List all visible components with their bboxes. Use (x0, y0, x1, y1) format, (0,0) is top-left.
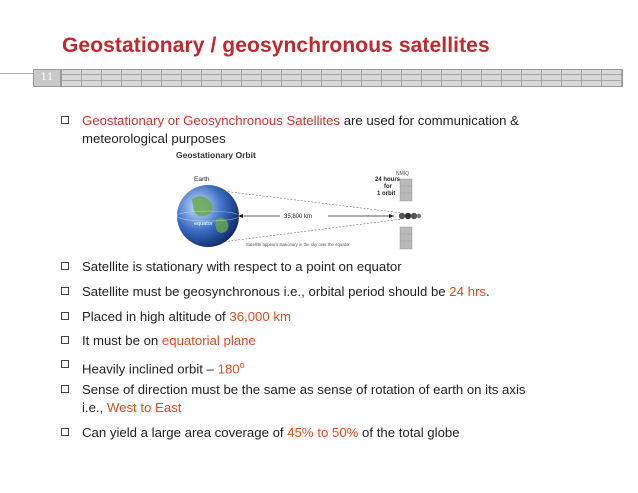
earth-globe (177, 185, 239, 247)
bullet-item (61, 308, 608, 326)
bullet-text: Sense of direction must be the same as sense of rotation of earth on its axis (82, 382, 526, 397)
bullet-checkbox-icon (61, 428, 69, 436)
distance-label: 35,800 km (284, 214, 313, 220)
bullet-text: Placed in high altitude of (82, 309, 230, 324)
hours-line1: 24 hours (375, 177, 401, 183)
bullet-highlight: 36,000 km (229, 309, 291, 324)
bullet-text-end: of the total globe (358, 425, 460, 440)
intro-rest: are used for communication & (340, 113, 519, 128)
bullet-highlight: 24 hrs (449, 284, 486, 299)
bullet-item (61, 381, 608, 417)
satellite-label: NMIQ (396, 171, 410, 177)
intro-line2: meteorological purposes (82, 131, 226, 146)
satellite-panel-top (400, 179, 412, 201)
bullet-checkbox-icon (61, 312, 69, 320)
bullet-item (61, 356, 608, 378)
bullet-item (61, 424, 608, 442)
bullet-text-line2: i.e., (82, 400, 107, 415)
bullet-highlight: equatorial plane (161, 333, 256, 348)
header-rule (0, 73, 33, 74)
bullet-text: It must be on (82, 333, 162, 348)
diagram-caption: Satellite appears stationary in the sky over the equator (246, 242, 350, 247)
bullet-checkbox-icon (61, 287, 69, 295)
bullet-item (61, 332, 608, 350)
bullet-text-end: . (485, 284, 490, 299)
equator-label: equator (194, 221, 213, 227)
header-bar (61, 69, 623, 87)
bullet-checkbox-icon (61, 336, 69, 344)
term-highlight: Geostationary or Geosynchronous Satellites (82, 113, 341, 128)
bullet-highlight: 45% to 50% (287, 425, 359, 440)
bullet-highlight: 180 (217, 361, 240, 377)
earth-label: Earth (194, 176, 210, 183)
bullet-text: Can yield a large area coverage of (82, 425, 288, 440)
satellite-icon (399, 213, 421, 219)
bullet-checkbox-icon (61, 385, 69, 393)
bullet-checkbox-icon (61, 116, 69, 124)
bullet-intro (61, 112, 608, 148)
bullet-checkbox-icon (61, 262, 69, 270)
bullet-text: Heavily inclined orbit – (82, 361, 218, 377)
bullet-checkbox-icon (61, 360, 69, 368)
bullet-item (61, 283, 608, 301)
hours-line3: 1 orbit (377, 191, 396, 197)
bullet-item (61, 258, 608, 276)
slide-number: 11 (33, 69, 61, 87)
bullet-text: Satellite must be geosynchronous i.e., orbital period should be (82, 284, 450, 299)
slide-title: Geostationary / geosynchronous satellites (62, 34, 490, 57)
hours-line2: for (384, 184, 392, 190)
degree-sup: o (239, 360, 245, 370)
satellite-panel-bottom (400, 227, 412, 249)
geostationary-orbit-diagram (170, 147, 440, 257)
bullet-highlight: West to East (106, 400, 182, 415)
bullet-text: Satellite is stationary with respect to a point on equator (82, 259, 402, 274)
diagram-title: Geostationary Orbit (176, 150, 256, 160)
